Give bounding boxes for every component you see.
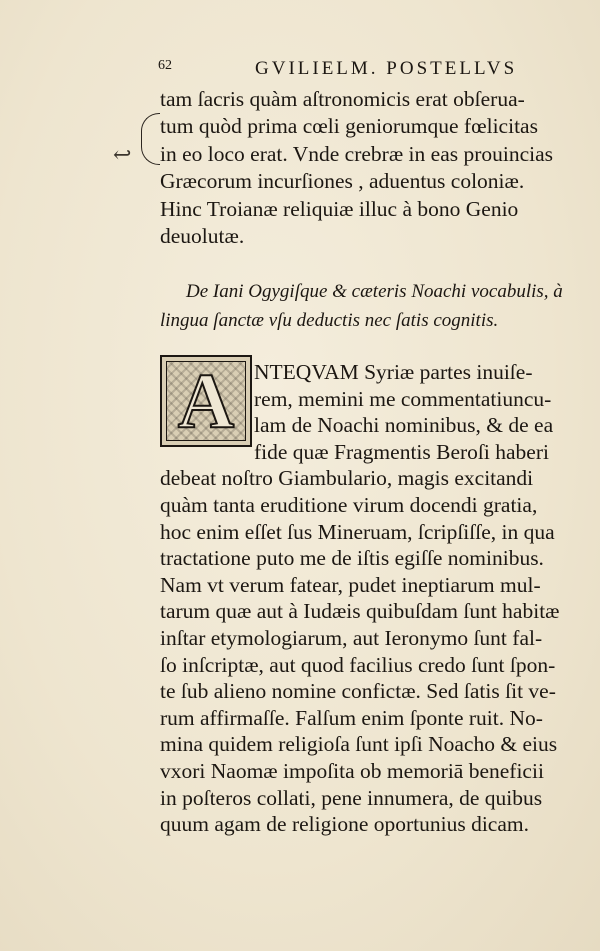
text-line: inſtar etymologiarum, aut Ieronymo ſunt fal- [160,625,543,650]
text-line: fide quæ Fragmentis Beroſi haberi [254,439,549,464]
page-number: 62 [158,58,172,73]
margin-bracket [141,113,160,165]
paragraph-main [160,359,590,838]
text-line: ſo inſcriptæ, aut quod facilius credo ſunt ſpon- [160,652,556,677]
text-line: rum affirmaſſe. Falſum enim ſponte ruit. No- [160,705,543,730]
heading-line: lingua ſanctæ vſu deductis nec ſatis cognitis. [160,310,499,331]
section-heading [160,277,590,335]
text-line: Hinc Troianæ reliquiæ illuc à bono Genio [160,196,519,221]
paragraph-intro [160,86,590,250]
text-line: Nam vt verum fatear, pudet ineptiarum mul- [160,572,541,597]
text-line: lam de Noachi nominibus, & de ea [254,413,554,438]
text-line: in poſteros collati, pene innumera, de quibus [160,785,543,810]
text-line: Græcorum incurſiones , aduentus coloniæ. [160,169,525,194]
text-line: NTEQVAM Syriæ partes inuiſe- [254,360,533,384]
text-line: debeat noſtro Giambulario, magis excitandi [160,466,534,491]
text-line: hoc enim eſſet ſus Mineruam, ſcripſiſſe, in qua [160,519,555,544]
text-line: tum quòd prima cœli geniorumque fœlicitas [160,114,538,139]
text-line: rem, memini me commentatiuncu- [254,386,552,411]
text-line: quàm tanta eruditione virum docendi gratia, [160,492,538,517]
initial-letter: A [177,357,235,444]
text-line: tam ſacris quàm aſtronomicis erat obſerua- [160,87,525,111]
text-line: tractatione puto me de iſtis egiſſe nominibus. [160,546,544,571]
running-head: GVILIELM. POSTELLVS [255,58,518,79]
marginal-hand-mark: ↩ [113,142,132,167]
text-line: in eo loco erat. Vnde crebræ in eas prouincias [160,141,554,166]
text-line: te ſub alieno nomine confictæ. Sed ſatis ſit ve- [160,679,556,704]
text-line: vxori Naomæ impoſita ob memoriā beneficii [160,758,544,783]
text-line: mina quidem religioſa ſunt ipſi Noacho & eius [160,732,558,757]
text-line: tarum quæ aut à Iudæis quibuſdam ſunt habitæ [160,599,560,624]
heading-line: De Iani Ogygiſque & cæteris Noachi vocabulis, à [186,281,563,302]
text-line: quum agam de religione oportunius dicam. [160,812,529,837]
text-line: deuolutæ. [160,224,245,249]
